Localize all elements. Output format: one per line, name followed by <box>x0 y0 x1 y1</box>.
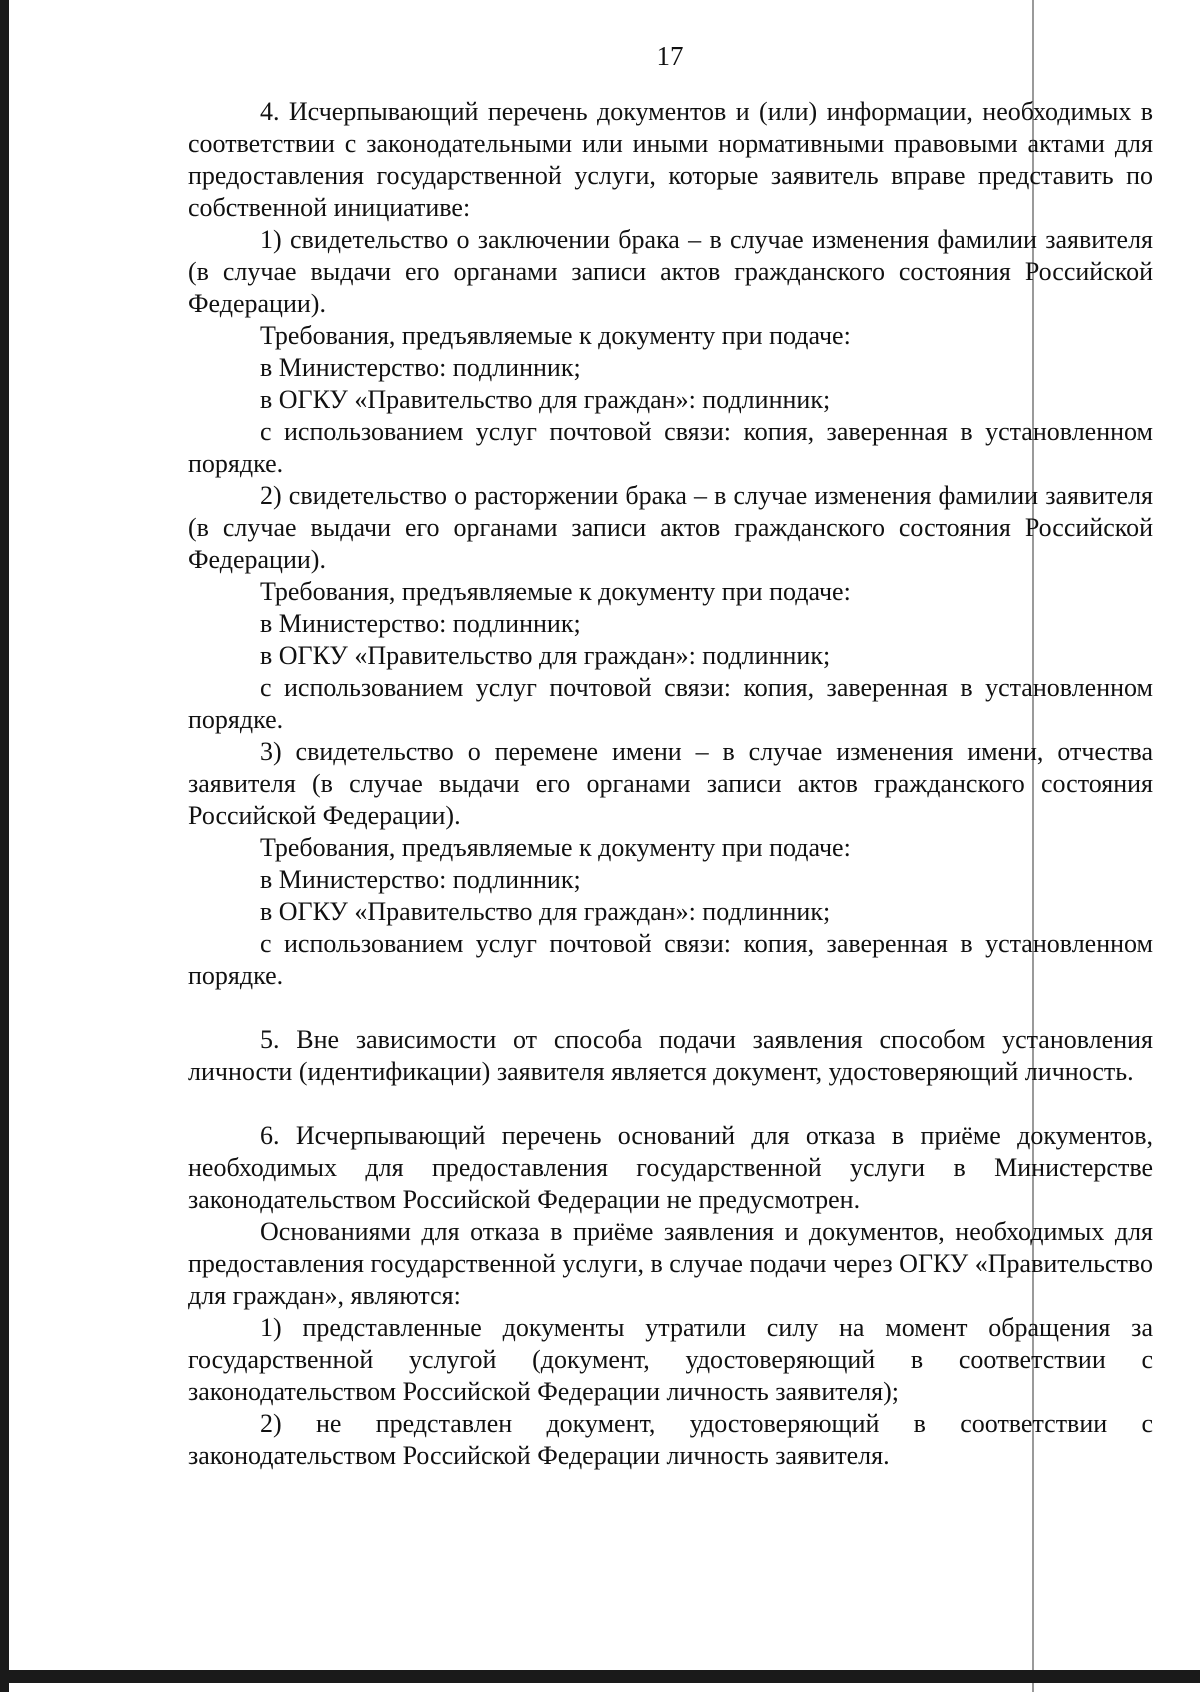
refusal-ground-2: 2) не представлен документ, удостоверяющий в соответствии с законодательством Российской Федерации личность заявителя. <box>188 1409 1153 1470</box>
refusal-ground-1: 1) представленные документы утратили силу на момент обращения за государственной услугой (документ, удостоверяющий в соответствии с законодательством Российской Федерации личность заявителя); <box>188 1313 1153 1406</box>
requirement-ministry: в Министерство: подлинник; <box>260 353 581 382</box>
requirement-postal: с использованием услуг почтовой связи: копия, заверенная в установленном порядке. <box>188 929 1153 990</box>
requirement-ministry: в Министерство: подлинник; <box>260 865 581 894</box>
section-spacer <box>188 992 1153 1024</box>
document-body <box>188 96 1153 1472</box>
document-item-2: 2) свидетельство о расторжении брака – в случае изменения фамилии заявителя (в случае выдачи его органами записи актов гражданского состояния Российской Федерации). <box>188 481 1153 574</box>
requirement-ogku: в ОГКУ «Правительство для граждан»: подлинник; <box>260 897 831 926</box>
document-item-1: 1) свидетельство о заключении брака – в случае изменения фамилии заявителя (в случае выдачи его органами записи актов гражданского состояния Российской Федерации). <box>188 225 1153 318</box>
requirements-title: Требования, предъявляемые к документу при подаче: <box>260 833 851 862</box>
scan-edge-bottom <box>0 1670 1200 1683</box>
section-6-intro: 6. Исчерпывающий перечень оснований для отказа в приёме документов, необходимых для предоставления государственной услуги в Министерстве законодательством Российской Федерации не предусмотрен. <box>188 1121 1153 1214</box>
requirement-ministry: в Министерство: подлинник; <box>260 609 581 638</box>
requirement-postal: с использованием услуг почтовой связи: копия, заверенная в установленном порядке. <box>188 417 1153 478</box>
requirements-title: Требования, предъявляемые к документу при подаче: <box>260 577 851 606</box>
document-item-3: 3) свидетельство о перемене имени – в случае изменения имени, отчества заявителя (в случае выдачи его органами записи актов гражданского состояния Российской Федерации). <box>188 737 1153 830</box>
section-spacer <box>188 1088 1153 1120</box>
scan-edge-left <box>0 0 9 1692</box>
grounds-intro: Основаниями для отказа в приёме заявления и документов, необходимых для предоставления государственной услуги, в случае подачи через ОГКУ «Правительство для граждан», являются: <box>188 1217 1153 1310</box>
page-number: 17 <box>656 41 684 71</box>
requirements-title: Требования, предъявляемые к документу при подаче: <box>260 321 851 350</box>
requirement-postal: с использованием услуг почтовой связи: копия, заверенная в установленном порядке. <box>188 673 1153 734</box>
section-4-intro: 4. Исчерпывающий перечень документов и (или) информации, необходимых в соответствии с законодательными или иными нормативными правовыми актами для предоставления государственной услуги, которые заявитель вправе представить по собственной инициативе: <box>188 97 1153 222</box>
requirement-ogku: в ОГКУ «Правительство для граждан»: подлинник; <box>260 641 831 670</box>
requirement-ogku: в ОГКУ «Правительство для граждан»: подлинник; <box>260 385 831 414</box>
section-5-text: 5. Вне зависимости от способа подачи заявления способом установления личности (идентификации) заявителя является документ, удостоверяющий личность. <box>188 1025 1153 1086</box>
